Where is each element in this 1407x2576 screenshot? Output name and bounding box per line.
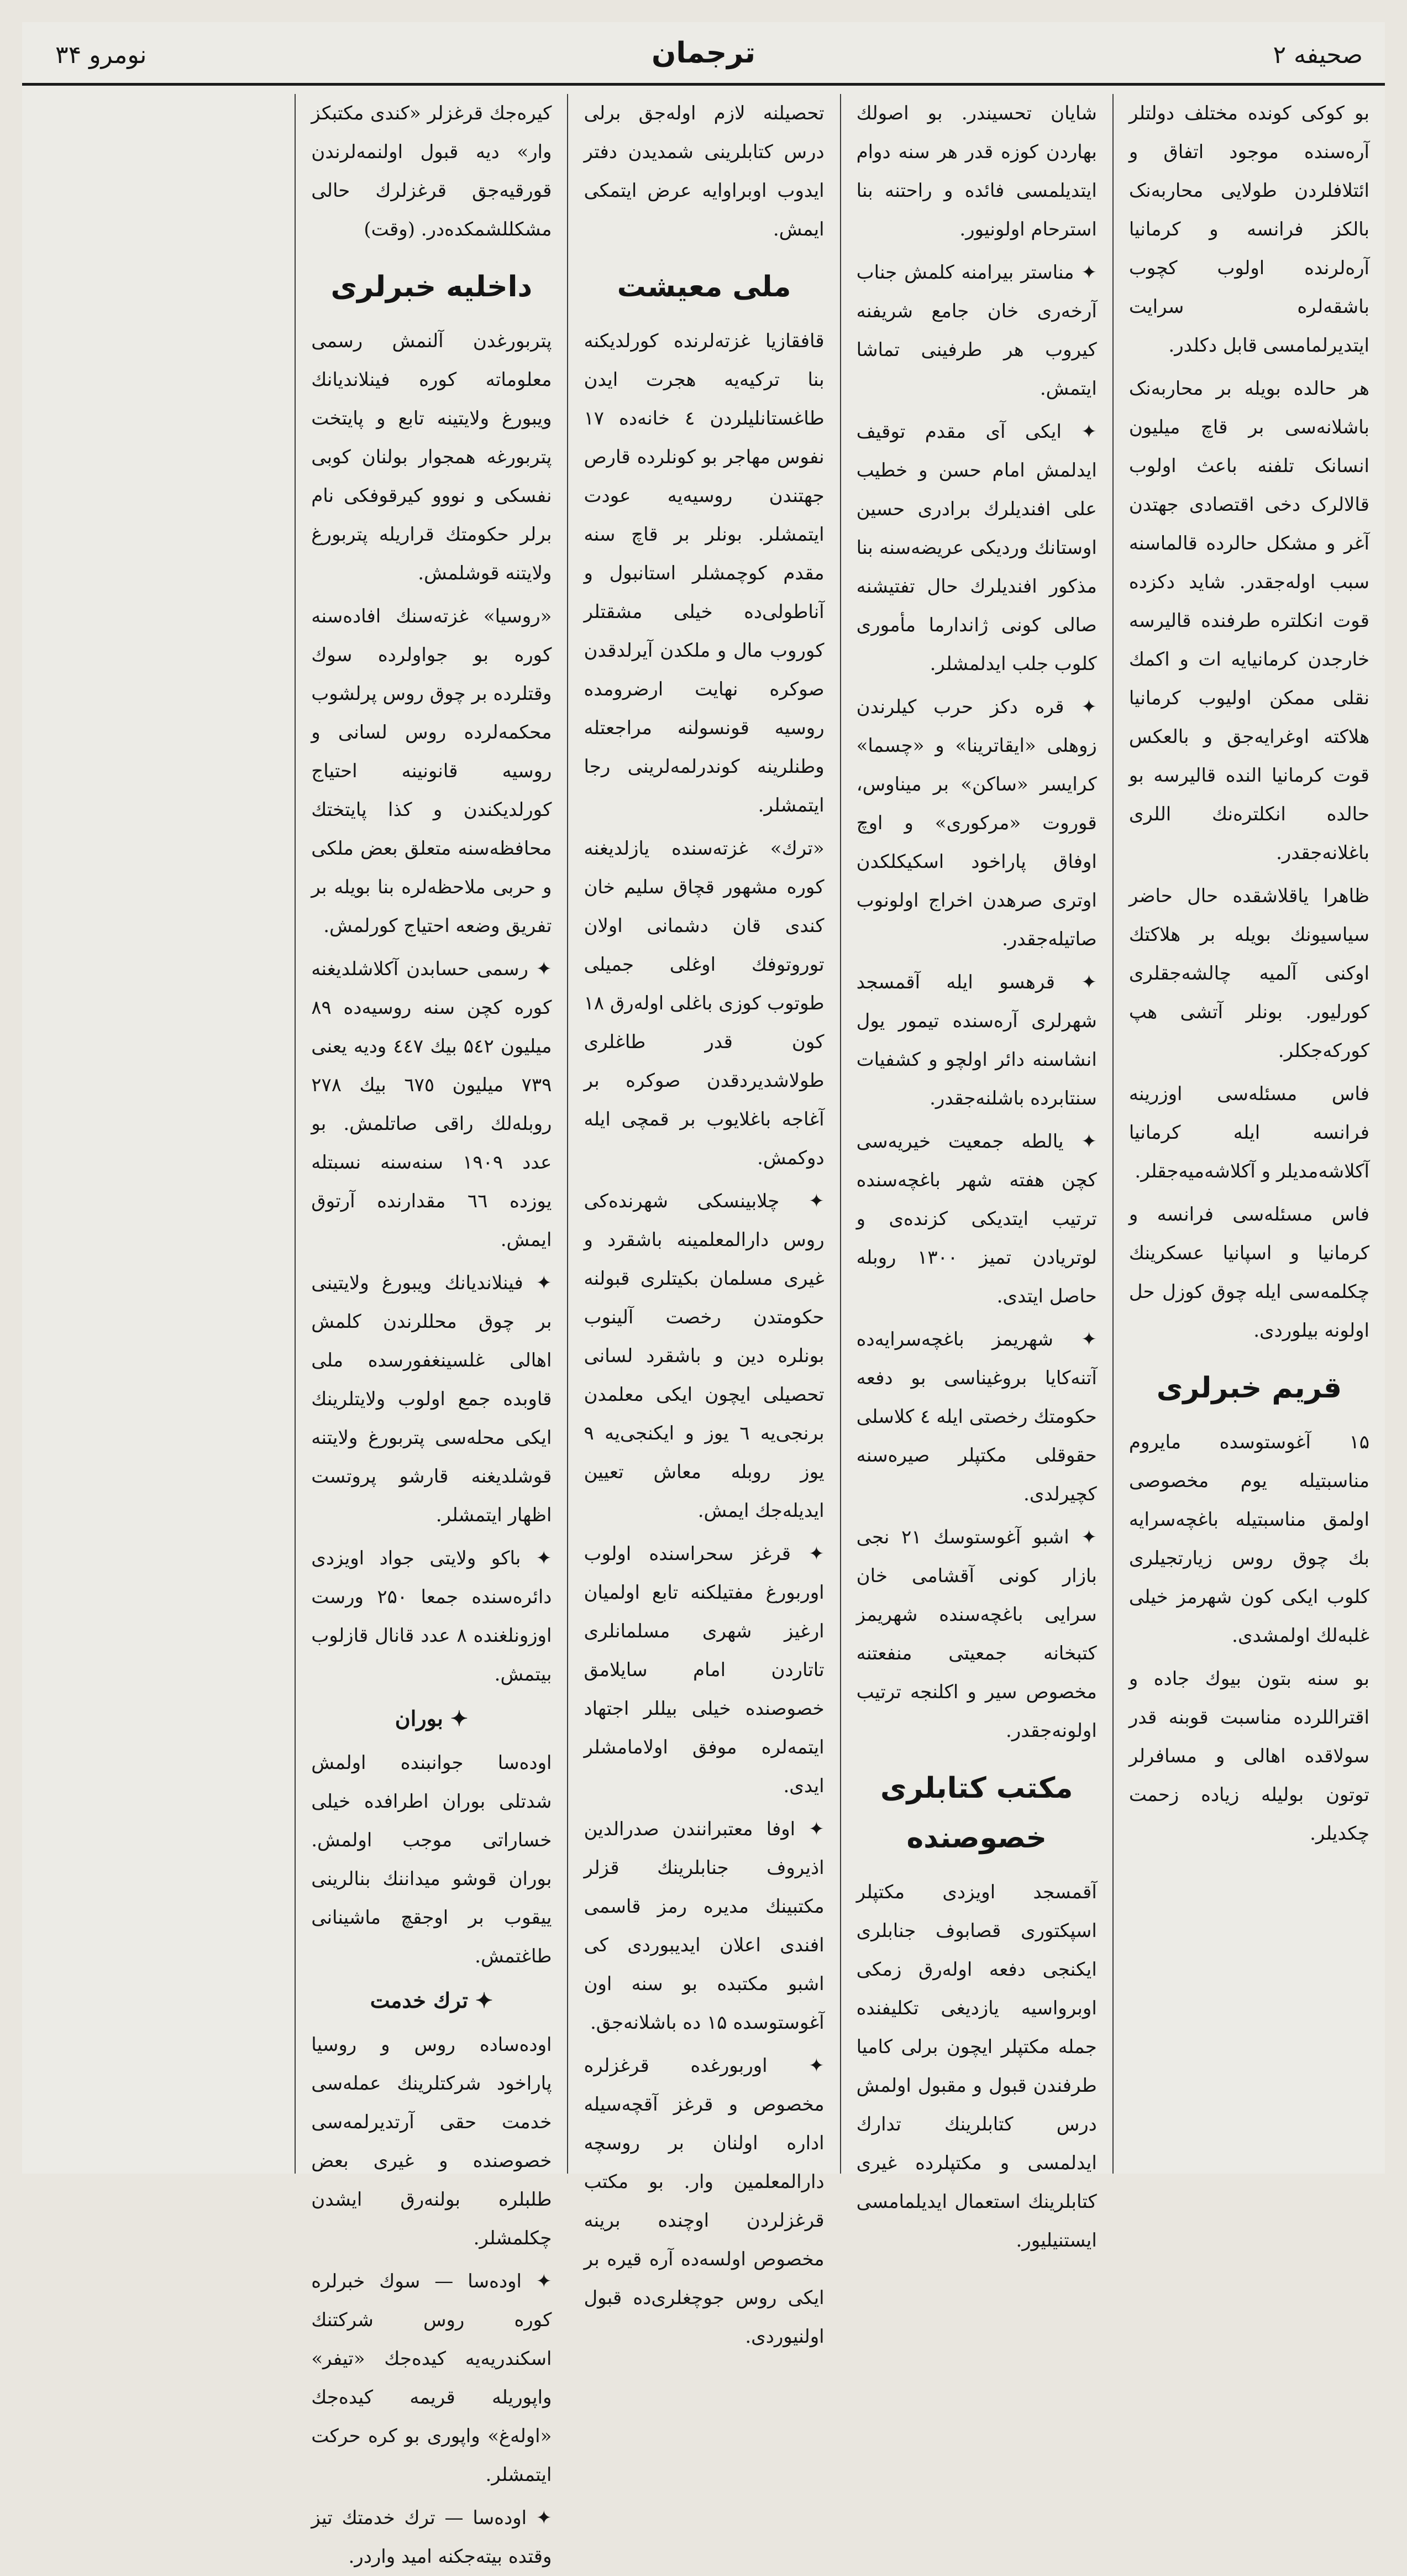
- paragraph: ✦ قرغز سحراسنده اولوب اوربورغ مفتیلکنه تابع اولمیان ارغیز شهری مسلمانلری تاتاردن امام سایلامق خصوصنده خیلی بیللر اجتهاد ایتمه‌لره موفق اولامامشلر ایدی.: [584, 1543, 825, 1797]
- paragraph: اوده‌ساده روس و روسیا پاراخود شرکتلرینك عمله‌سی خدمت حقی آرتدیرلمه‌سی خصوصنده و غیری بعض طلبلره بولنه‌رق ایشدن چکلمشلر.: [311, 2034, 552, 2249]
- column-1: [1112, 94, 1385, 2174]
- paragraph: ✦ رسمی حسابدن آکلاشلدیغنه کوره کچن سنه روسیه‌ده ۸۹ میلیون ۵٤۲ بیك ٤٤۷ ودیه یعنی ۷۳۹ میلیون ٦۷٥ بیك ۲۷۸ روبله‌لك راقی صاتلمش. بو عدد ۱۹۰۹ سنه‌سنه نسبتله یوزده ٦٦ مقدارنده آرتوق ایمش.: [311, 958, 552, 1251]
- paragraph: ✦ اوربورغده قرغزلره مخصوص و قرغز آقچه‌سیله اداره اولنان بر روسچه دارالمعلمین وار. بو مکتب قرغزلردن اوچنده برینه مخصوص اولسه‌ده آره قیره بر ایکی روس جوچغلری‌ده قبول اولنیوردی.: [584, 2055, 825, 2348]
- column-5: [22, 94, 295, 2174]
- paragraph: «روسیا» غزته‌سنك افاده‌سنه کوره بو جواولرده سوك وقتلرده بر چوق روس پرلشوب محکمه‌لرده روس لسانی و روسیه قانونینه احتیاج کورلدیکندن و کذا پایتختك محافظه‌سنه متعلق بعض ملکی و حربی ملاحظه‌لره بنا بویله بر تفریق وضعه احتیاج کورلمش.: [311, 605, 552, 937]
- paragraph: بو کوکی کونده مختلف دولتلر آره‌سنده موجود اتفاق و ائتلافلردن طولایی محاربه‌نک بالکز فرانسه و کرمانیا آره‌لرنده اولوب کچوب باشقه‌لره سرایت ایتدیرلمامسی قابل دکلدر.: [1128, 102, 1369, 357]
- paragraph: ✦ قره دکز حرب کیلرندن زوهلی «ایقاترینا» و «چسما» کرایسر «ساکن» بر میناوس، قوروت «مرکوری» و اوچ اوفاق پاراخود اسکیکلکدن اوتری صرهدن اخراج اولونوب صاتیله‌جقدر.: [856, 696, 1097, 950]
- paragraph: ✦ اشبو آغوستوسك ۲۱ نجی بازار کونی آقشامی خان سرایی باغچه‌سنده شهریمز کتبخانه جمعیتی منفعتنه مخصوص سیر و اکلنجه ترتیب اولونه‌جقدر.: [856, 1526, 1097, 1742]
- paragraph: تحصیلنه لازم اوله‌جق برلی درس کتابلرینی شمدیدن دفتر ایدوب اوبراوایه عرض ایتمکی ایمش.: [584, 102, 825, 240]
- paragraph: پتربورغدن آلنمش رسمی معلوماته کوره فینلاندیانك ویبورغ ولایتینه تابع و پایتخت پتربورغه همجوار بولنان کوبی نفسکی و نووو کیرقوفکی نام برلر حکومتك قراریله پتربورغ ولایتنه قوشلمش.: [311, 330, 552, 584]
- newspaper-page: [22, 22, 1385, 2568]
- paragraph: فاس مسئله‌سی اوزرینه فرانسه ایله کرمانیا آکلاشه‌مدیلر و آکلاشه‌میه‌جقلر.: [1128, 1083, 1369, 1182]
- section-heading: داخلیه خبرلری: [330, 270, 533, 303]
- paragraph: ۱۵ آغوستوسده مایروم مناسبتیله یوم مخصوصی اولمق مناسبتیله باغچه‌سرایه بك چوق روس زیارتجیلری کلوب ایکی کون شهرمز خیلی غلبه‌لك اولمشدی.: [1128, 1431, 1369, 1647]
- column-3: [567, 94, 839, 2348]
- paragraph: بو سنه بتون بیوك جاده و اقتراللرده مناسبت قوبنه قدر سولاقده اهالی و مسافرلر توتون بولیله زیاده زحمت چکدیلر.: [1128, 1668, 1369, 1845]
- paragraph: ✦ اوده‌سا — ترك خدمتك تیز وقتده بیته‌جکنه امید واردر.: [311, 2507, 552, 2568]
- paragraph: ظاهرا یاقلاشقده حال حاضر سیاسیونك بویله بر هلاکتك اوکنی آلمیه چالشه‌جقلری کورلیور. بونلر آتشی هپ کورکه‌جکلر.: [1128, 885, 1369, 1062]
- column-2: [840, 94, 1112, 2252]
- paragraph: ✦ قرهسو ایله آقمسجد شهرلری آره‌سنده تیمور یول انشاسنه دائر اولچو و کشفیات سنتابرده باشلنه‌جقدر.: [856, 971, 1097, 1109]
- paragraph: آقمسجد اویزدی مکتپلر اسپکتوری قصابوف جنابلری ایکنجی دفعه اولەرق زمکی اوبرواسیه یازدیغی تکلیفنده جمله مکتپلر ایچون برلی کامیا طرفندن قبول و مقبول اولمش درس کتابلرینك تدارك ایدلمسی و مکتپلرده غیری کتابلرینك استعمال ایدیلمامسی ایستنیلیور.: [856, 1881, 1097, 2252]
- paragraph: ✦ باکو ولایتی جواد اویزدی دائره‌سنده جمعا ۲۵۰ ورست اوزونلغنده ۸ عدد قانال قازلوب بیتمش.: [311, 1547, 552, 1685]
- paragraph: فاس مسئله‌سی فرانسه و کرمانیا و اسپانیا عسکرینك چکلمه‌سی ایله چوق کوزل حل اولونه بیلوردی.: [1128, 1203, 1369, 1342]
- paragraph: ✦ یالطه جمعیت خیریه‌سی کچن هفته شهر باغچه‌سنده ترتیب ایتدیکی کزنده‌ی و لوتریادن تمیز ۱۳۰۰ روبله حاصل ایتدی.: [856, 1130, 1097, 1307]
- paragraph: ✦ چلابینسکی شهرنده‌کی روس دارالمعلمینه باشقرد و غیری مسلمان بکیتلری قبولنه حکومتدن رخصت آلینوب بونلره دین و باشقرد لسانی تحصیلی ایچون ایکی معلمدن برنجی‌یه ٦ یوز و ایکنجی‌یه ۹ یوز روبله معاش تعیین ایدیله‌جك ایمش.: [584, 1190, 825, 1522]
- paragraph: ✦ شهریمز باغچه‌سرایه‌ده آتنه‌کایا بروغیناسی بو دفعه حکومتك رخصتی ایله ٤ کلاسلی حقوقلی مکتپلر صیره‌سنه کچیرلدی.: [856, 1328, 1097, 1505]
- paragraph: قافقازیا غزته‌لرنده کورلدیکنه بنا ترکیه‌یه هجرت ایدن طاغستانلیلردن ٤ خانه‌ده ۱۷ نفوس مهاجر بو کونلرده قارص جهتندن روسیه‌یه عودت ایتمشلر. بونلر بر قاچ سنه مقدم کوچمشلر استانبول و آناطولی‌ده خیلی مشقتلر کوروب مال و ملکدن آیرلدقدن صوکره نهایت ارضرومده روسیه قونسولنه مراجعتله وطنلرینه کوندرلمه‌لرینی رجا ایتمشلر.: [584, 330, 825, 816]
- paragraph: ✦ فینلاندیانك ویبورغ ولایتینی بر چوق محللرندن کلمش اهالی غلسینغفورسده ملی قاوبده جمع اولوب ولایتلرینك ایکی محله‌سی پتربورغ ولایتنه قوشلدیغنه قارشو پروتست اظهار ایتمشلر.: [311, 1272, 552, 1526]
- paragraph: ✦ مناستر بیرامنه کلمش جناب آرخه‌ری خان جامع شریفنه کیروب هر طرفینی تماشا ایتمش.: [856, 261, 1097, 400]
- paragraph: اوده‌سا جوانبنده اولمش شدتلی بوران اطرافده خیلی خساراتی موجب اولمش. بوران قوشو میداننك بنالرینی ییقوب بر اوجقچ ماشینانی طاغتمش.: [311, 1752, 552, 1967]
- paragraph: شایان تحسیندر. بو اصولك بهاردن کوزه قدر هر سنه دوام ایتدیلمسی فائده و راحتنه بنا استرحام اولونیور.: [856, 102, 1097, 240]
- paragraph: ✦ اوده‌سا — سوك خبرلره کوره روس شرکتنك اسکندریه‌یه کیده‌جك «تیفر» واپوریله قریمه کیده‌جك «اوله‌غ» واپوری بو کره حرکت ایتمشلر.: [311, 2270, 552, 2486]
- paragraph: «ترك» غزته‌سنده یازلدیغنه کوره مشهور قچاق سلیم خان کندی قان دشمانی اولان توروتوفك اوغلی جمیلی طوتوب کوزی باغلی اوله‌رق ۱۸ کون قدر طاغلری طولاشدیردقدن صوکره بر آغاجه باغلایوب بر قمچی ایله دوکمش.: [584, 837, 825, 1169]
- paragraph: کیره‌جك قرغزلر «کندی مکتبکز وار» دیه قبول اولنمه‌لرندن قورقیه‌جق قرغزلرك حالی مشکللشمکده‌در. (وقت): [311, 102, 552, 240]
- newspaper-title: ترجمان: [651, 36, 756, 70]
- section-heading: مکتب کتابلری خصوصنده: [880, 1772, 1073, 1855]
- section-heading: ملی معیشت: [617, 270, 791, 303]
- paragraph: هر حالده بویله بر محاربه‌نک باشلانه‌سی بر قاچ میلیون انسانک تلفنه باعث اولوب قالالرک دخی اقتصادی جهتدن آغر و مشکل حالرده قالماسنه سبب اوله‌جقدر. شاید دکزده قوت انکلتره طرفنده قالیرسه خارجدن کرمانیایه ات و اکمك نقلی ممکن اولیوب کرمانیا هلاکته اوغرایه‌جق و بالعکس قوت کرمانیا النده قالیرسه بو حالده انکلتره‌نك اللری باغلانه‌جقدر.: [1128, 378, 1369, 864]
- article-columns: [22, 94, 1385, 2568]
- issue-number: نومرو ۳۴: [55, 41, 147, 69]
- masthead: [22, 22, 1385, 86]
- subsection-heading: ✦ بوران: [395, 1706, 468, 1731]
- paragraph: ✦ اوفا معتبرانندن صدرالدین اذیروف جنابلرینك قزلر مکتبینك مدیره رمز قاسمی افندی اعلان ایدیبوردی کی اشبو مکتبده بو سنه اون آغوستوسده ۱۵ ده باشلانه‌جق.: [584, 1818, 825, 2034]
- paragraph: ✦ ایکی آی مقدم توقیف ایدلمش امام حسن و خطیب علی افندیلرك برادری حسین اوستانك وردیکی عریضه‌سنه بنا مذکور افندیلرك حال تفتیشنه صالی کونی ژاندارما مأموری کلوب جلب ایدلمشلر.: [856, 421, 1097, 675]
- page-number: صحیفه ۲: [1273, 41, 1363, 69]
- column-4: [295, 94, 567, 2568]
- section-heading: قریم خبرلری: [1156, 1371, 1342, 1405]
- subsection-heading: ✦ ترك خدمت: [370, 1988, 493, 2013]
